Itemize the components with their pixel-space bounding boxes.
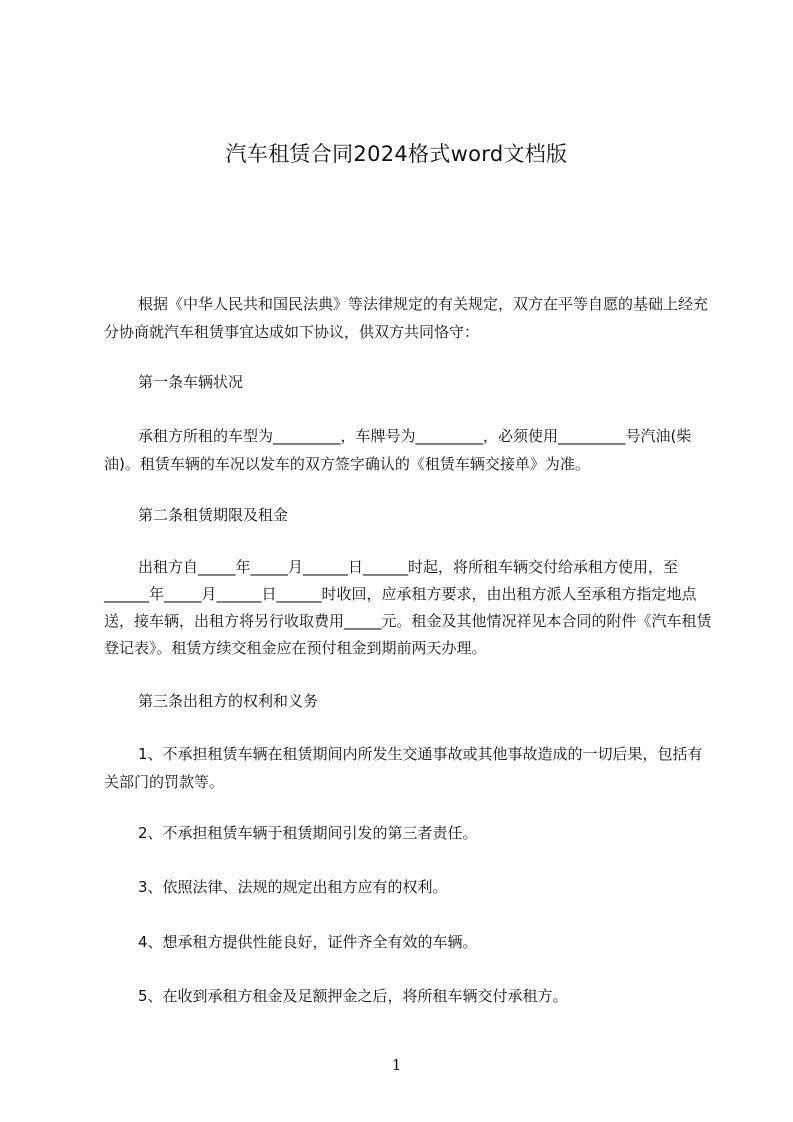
intro-paragraph: 根据《中华人民共和国民法典》等法律规定的有关规定，双方在平等自愿的基础上经充分协商就汽车租赁事宜达成如下协议，供双方共同恪守： (104, 295, 709, 341)
article-3-item-2: 2、不承担租赁车辆于租赁期间引发的第三者责任。 (138, 824, 478, 842)
article-1-text: 承租方所租的车型为_________，车牌号为_________，必须使用_________号汽油(柴油)。租赁车辆的车况以发车的双方签字确认的《租赁车辆交接单》为准。 (104, 427, 692, 473)
article-3-heading: 第三条出租方的权利和义务 (138, 692, 319, 710)
document-title: 汽车租赁合同2024格式word文档版 (225, 142, 568, 166)
article-3-item-5: 5、在收到承租方租金及足额押金之后，将所租车辆交付承租方。 (138, 987, 568, 1005)
article-1-heading: 第一条车辆状况 (138, 373, 244, 391)
page-number: 1 (391, 1056, 402, 1074)
article-3-item-1: 1、不承担租赁车辆在租赁期间内所发生交通事故或其他事故造成的一切后果，包括有关部门的罚款等。 (104, 745, 703, 791)
article-2-text: 出租方自_____年_____月______日______时起，将所租车辆交付给承租方使用，至______年_____月______日______时收回，应承租方要求，由出租方派人至承租方指定地点送，接车辆，出租方将另行收取费用_____元。租金及其他情况祥见本合同的附件《汽车租赁登记表》。租赁方续交租金应在预付租金到期前两天办理。 (104, 558, 712, 657)
article-3-item-3: 3、依照法律、法规的规定出租方应有的权利。 (138, 878, 448, 896)
article-3-item-4: 4、想承租方提供性能良好，证件齐全有效的车辆。 (138, 933, 478, 951)
article-2-heading: 第二条租赁期限及租金 (138, 506, 289, 524)
